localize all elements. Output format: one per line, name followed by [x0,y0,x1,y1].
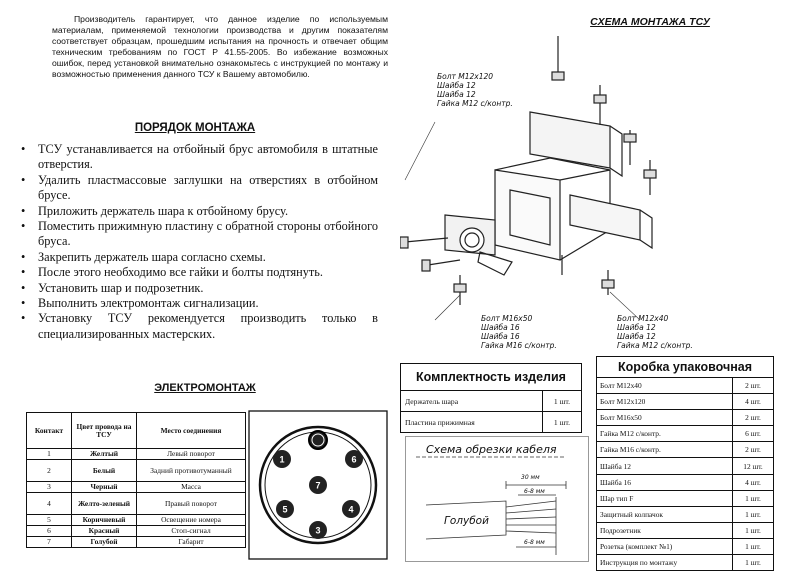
table-row [597,474,773,490]
box-table [596,356,774,571]
callout-text: Шайба 12 [617,332,656,341]
table-row [597,378,773,394]
step: • Закрепить держатель шара согласно схемы. [18,250,378,265]
kit-title: Комплектность изделия [401,364,581,391]
box-qty: 1 шт. [733,555,774,571]
box-item: Розетка (комплект №1) [597,538,733,554]
kit-table [400,363,582,433]
box-item: Болт M16x50 [597,410,733,426]
table-row [597,458,773,474]
cut-dim: 6-8 мм [524,488,545,495]
table-row [597,410,773,426]
wire-color: Белый [72,460,137,482]
scheme-title: СХЕМА МОНТАЖА ТСУ [590,16,710,28]
step: • Удалить пластмассовые заглушки на отверстиях в отбойном брусе. [18,173,378,204]
callout-text: Шайба 16 [481,323,520,332]
cut-title: Схема обрезки кабеля [426,443,557,456]
box-item: Гайка M16 с/контр. [597,442,733,458]
table-row [597,555,773,571]
callout-top [437,72,513,108]
wiring-header: Контакт [27,413,72,449]
box-qty: 1 шт. [733,506,774,522]
contact-num: 2 [27,460,72,482]
connection: Задний противотуманный [137,460,246,482]
callout-text: Шайба 12 [437,81,476,90]
box-qty: 1 шт. [733,538,774,554]
box-qty: 6 шт. [733,426,774,442]
table-row [27,449,246,460]
box-item: Защитный колпачок [597,506,733,522]
table-row [27,515,246,526]
socket-pin [309,521,327,539]
step: • Поместить прижимную пластину с обратной стороны отбойного бруса. [18,219,378,250]
box-item: Подрозетник [597,522,733,538]
table-row [27,537,246,548]
contact-num: 7 [27,537,72,548]
wiring-header: Цвет провода на ТСУ [72,413,137,449]
box-item: Шайба 12 [597,458,733,474]
table-row [597,538,773,554]
wire-color: Коричневый [72,515,137,526]
electro-title: ЭЛЕКТРОМОНТАЖ [154,382,256,394]
callout-text: Гайка M12 с/контр. [617,341,693,350]
contact-num: 6 [27,526,72,537]
table-row [597,394,773,410]
connection: Правый поворот [137,493,246,515]
box-qty: 1 шт. [733,522,774,538]
contact-num: 3 [27,482,72,493]
pin-label: 4 [348,504,354,515]
box-qty: 2 шт. [733,410,774,426]
box-item: Инструкция по монтажу [597,555,733,571]
step: • ТСУ устанавливается на отбойный брус автомобиля в штатные отверстия. [18,142,378,173]
cut-wire-label: Голубой [444,515,489,527]
step: • Приложить держатель шара к отбойному брусу. [18,204,378,219]
table-row [27,460,246,482]
box-qty: 2 шт. [733,442,774,458]
cable-cut-scheme [405,436,589,562]
box-qty: 12 шт. [733,458,774,474]
table-row [597,426,773,442]
socket-pin [273,450,291,468]
wire-color: Желтый [72,449,137,460]
socket-pin [345,450,363,468]
connection: Габарит [137,537,246,548]
pin-label: 6 [351,454,357,465]
callout-text: Гайка M12 с/контр. [437,99,513,108]
pin-label: 5 [282,504,288,515]
box-item: Болт M12x40 [600,381,642,391]
connection: Левый поворот [137,449,246,460]
step: • Установить шар и подрозетник. [18,281,378,296]
table-row [401,412,581,433]
kit-qty: 1 шт. [543,412,582,433]
table-row [27,482,246,493]
callout-text: Гайка M16 с/контр. [481,341,557,350]
contact-num: 1 [27,449,72,460]
kit-item: Пластина прижимная [401,412,543,433]
table-row [597,506,773,522]
box-item: Шайба 16 [597,474,733,490]
callout-text: Болт M16x50 [481,314,533,323]
pin-label: 7 [315,480,321,491]
mount-steps [18,142,378,342]
mount-title: ПОРЯДОК МОНТАЖА [134,122,256,134]
callout-text: Болт M12x120 [437,72,494,81]
socket-pin [309,431,327,449]
step: • После этого необходимо все гайки и болты подтянуть. [18,265,378,280]
pin-label: 3 [315,525,321,536]
box-qty: 1 шт. [733,490,774,506]
connection: Масса [137,482,246,493]
cut-dim: 6-8 мм [524,539,545,546]
callout-text: Шайба 12 [437,90,476,99]
callout-text: Болт M12x40 [617,314,669,323]
kit-qty: 1 шт. [543,391,582,412]
callout-text: Шайба 16 [481,332,520,341]
box-item: Гайка M12 с/контр. [597,426,733,442]
wire-color: Красный [72,526,137,537]
cut-dim: 30 мм [521,474,540,481]
contact-num: 5 [27,515,72,526]
table-row [401,391,581,412]
socket-diagram [248,410,388,560]
step: • Установку ТСУ рекомендуется производить только в специализированных мастерских. [18,311,378,342]
socket-pin [309,476,327,494]
table-row [597,442,773,458]
step: • Выполнить электромонтаж сигнализации. [18,296,378,311]
table-row [27,526,246,537]
wiring-header: Место соединения [137,413,246,449]
connection: Стоп-сигнал [137,526,246,537]
box-qty: 4 шт. [733,474,774,490]
table-row [597,522,773,538]
callout-text: Шайба 12 [617,323,656,332]
warranty-text: Производитель гарантирует, что данное изделие по используемым материалам, применяемой технологии производства и другим показателям соответствует образцам, прошедшим испытания на прочность и отвечает общим техническим требованиям по ГОСТ Р 41.55-2005. Во избежание возможных ошибок, перед установкой внимательно ознакомьтесь с инструкцией по монтажу и возможностью применения данного ТСУ к Вашему автомобилю. [52,14,388,79]
socket-pin [342,500,360,518]
callout-right [617,314,693,350]
table-row [597,490,773,506]
callout-left [481,314,557,350]
socket-pin [276,500,294,518]
box-qty: 2 шт. [733,378,774,394]
contact-num: 4 [27,493,72,515]
wire-color: Желто-зеленый [72,493,137,515]
wiring-table [26,412,246,548]
wire-color: Голубой [72,537,137,548]
wire-color: Черный [72,482,137,493]
table-row [27,493,246,515]
connection: Освещение номера [137,515,246,526]
box-item: Болт M12x120 [597,394,733,410]
box-title: Коробка упаковочная [597,357,773,378]
pin-label: 1 [279,454,285,465]
cable-drawing [406,437,588,561]
box-item: Шар тип F [597,490,733,506]
box-qty: 4 шт. [733,394,774,410]
kit-item: Держатель шара [405,396,459,406]
